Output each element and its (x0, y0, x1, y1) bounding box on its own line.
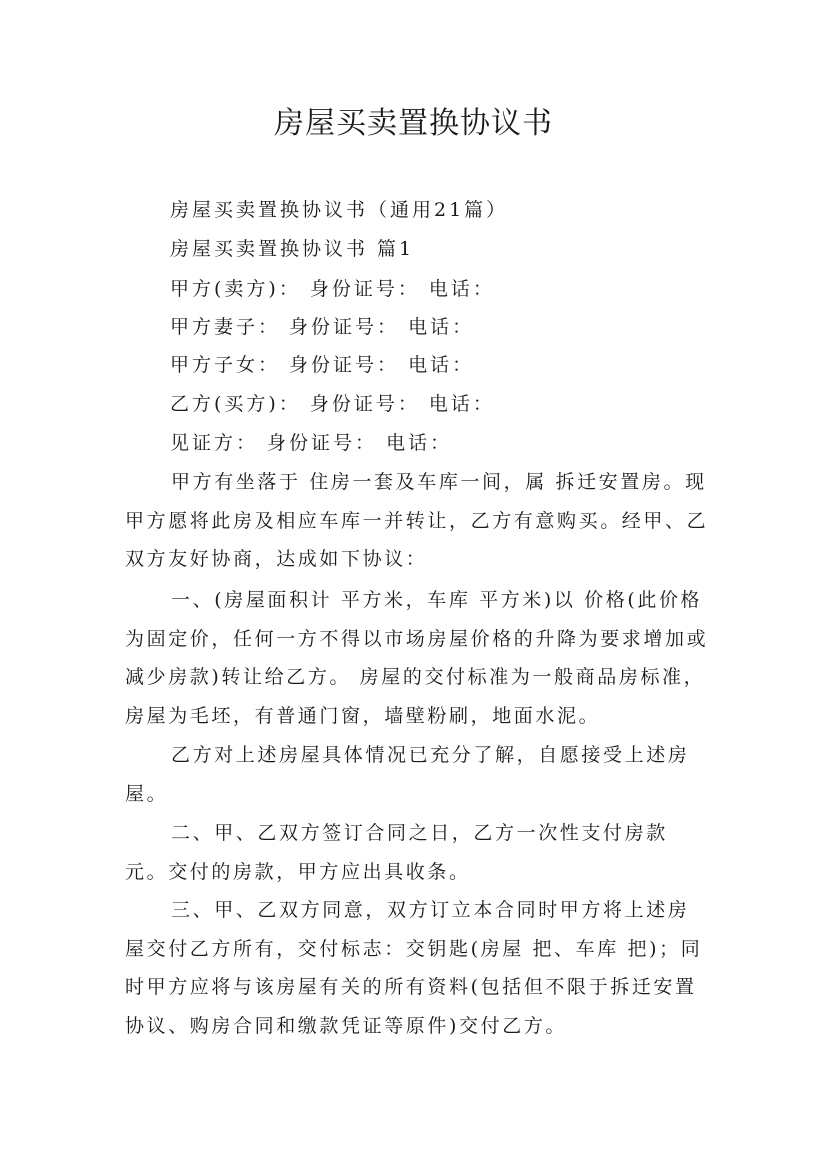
party-a-line: 甲方(卖方)： 身份证号： 电话： (170, 278, 495, 300)
paragraph-clause-1: 一、(房屋面积计 平方米，车库 平方米)以 价格(此价格为固定价，任何一方不得以市场房屋价格的升降为要求增加或减少房款)转让给乙方。 房屋的交付标准为一般商品房标准，房屋为毛坯，有普通门窗，墙壁粉刷，地面水泥。 (125, 589, 709, 727)
paragraph-clause-2: 二、甲、乙双方签订合同之日，乙方一次性支付房款 元。交付的房款，甲方应出具收条。 (125, 822, 668, 883)
paragraph-intro: 甲方有坐落于 住房一套及车库一间，属 拆迁安置房。现甲方愿将此房及相应车库一并转让，乙方有意购买。经甲、乙双方友好协商，达成如下协议： (125, 471, 709, 570)
party-a-children-line: 甲方子女： 身份证号： 电话： (170, 354, 475, 376)
paragraph-clause-3: 三、甲、乙双方同意，双方订立本合同时甲方将上述房屋交付乙方所有，交付标志：交钥匙(房屋 把、车库 把)；同时甲方应将与该房屋有关的所有资料(包括但不限于拆迁安置协议、购房合同和缴款凭证等原件)交付乙方。 (125, 899, 703, 1037)
section-heading: 房屋买卖置换协议书 篇1 (170, 238, 415, 260)
witness-line: 见证方： 身份证号： 电话： (170, 432, 453, 454)
paragraph-acceptance: 乙方对上述房屋具体情况已充分了解，自愿接受上述房屋。 (125, 744, 690, 805)
subtitle-line: 房屋买卖置换协议书（通用21篇） (170, 199, 509, 221)
party-a-spouse-line: 甲方妻子： 身份证号： 电话： (170, 316, 475, 338)
document-title: 房屋买卖置换协议书 (274, 106, 553, 141)
party-b-line: 乙方(买方)： 身份证号： 电话： (170, 393, 495, 415)
